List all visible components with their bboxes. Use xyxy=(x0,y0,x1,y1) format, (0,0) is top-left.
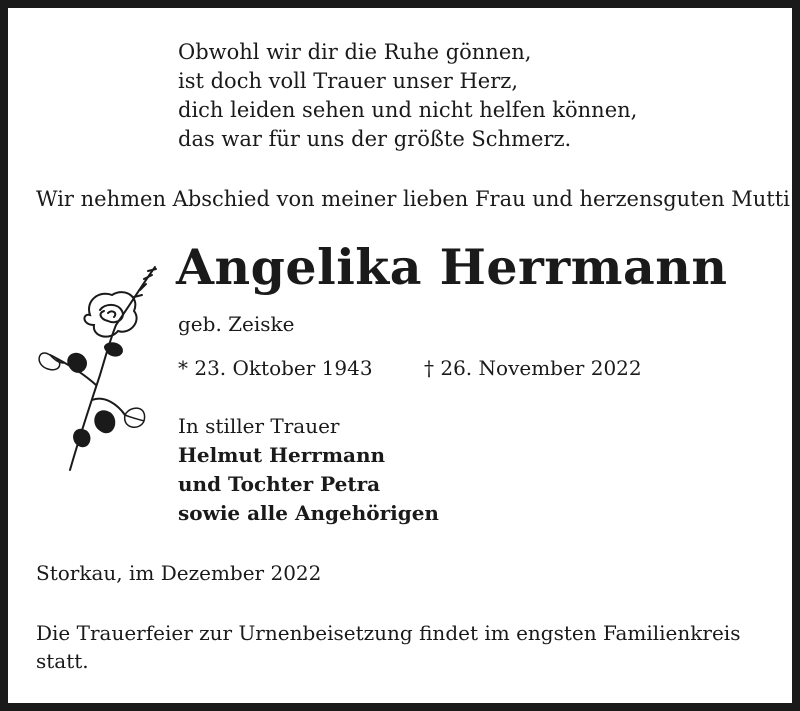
mourner-name: und Tochter Petra xyxy=(178,472,381,496)
poem xyxy=(178,38,637,154)
mourner-name: sowie alle Angehörigen xyxy=(178,501,439,525)
deceased-name: Angelika Herrmann xyxy=(176,238,728,296)
funeral-note: Die Trauerfeier zur Urnenbeisetzung findet im engsten Familienkreis statt. xyxy=(36,621,741,673)
mourner-name: Helmut Herrmann xyxy=(178,443,386,467)
mourners-block xyxy=(178,412,439,528)
birth-name: geb. Zeiske xyxy=(178,312,295,336)
poem-line: Obwohl wir dir die Ruhe gönnen, xyxy=(178,40,532,64)
birth-date: * 23. Oktober 1943 xyxy=(178,356,373,380)
place-date: Storkau, im Dezember 2022 xyxy=(36,561,322,585)
rose-icon xyxy=(30,255,170,475)
poem-line: dich leiden sehen und nicht helfen können, xyxy=(178,98,638,122)
poem-line: ist doch voll Trauer unser Herz, xyxy=(178,69,518,93)
farewell-intro: Wir nehmen Abschied von meiner lieben Frau und herzensguten Mutti xyxy=(36,187,790,211)
poem-line: das war für uns der größte Schmerz. xyxy=(178,127,572,151)
mourners-heading: In stiller Trauer xyxy=(178,414,340,438)
death-date: † 26. November 2022 xyxy=(424,356,642,380)
